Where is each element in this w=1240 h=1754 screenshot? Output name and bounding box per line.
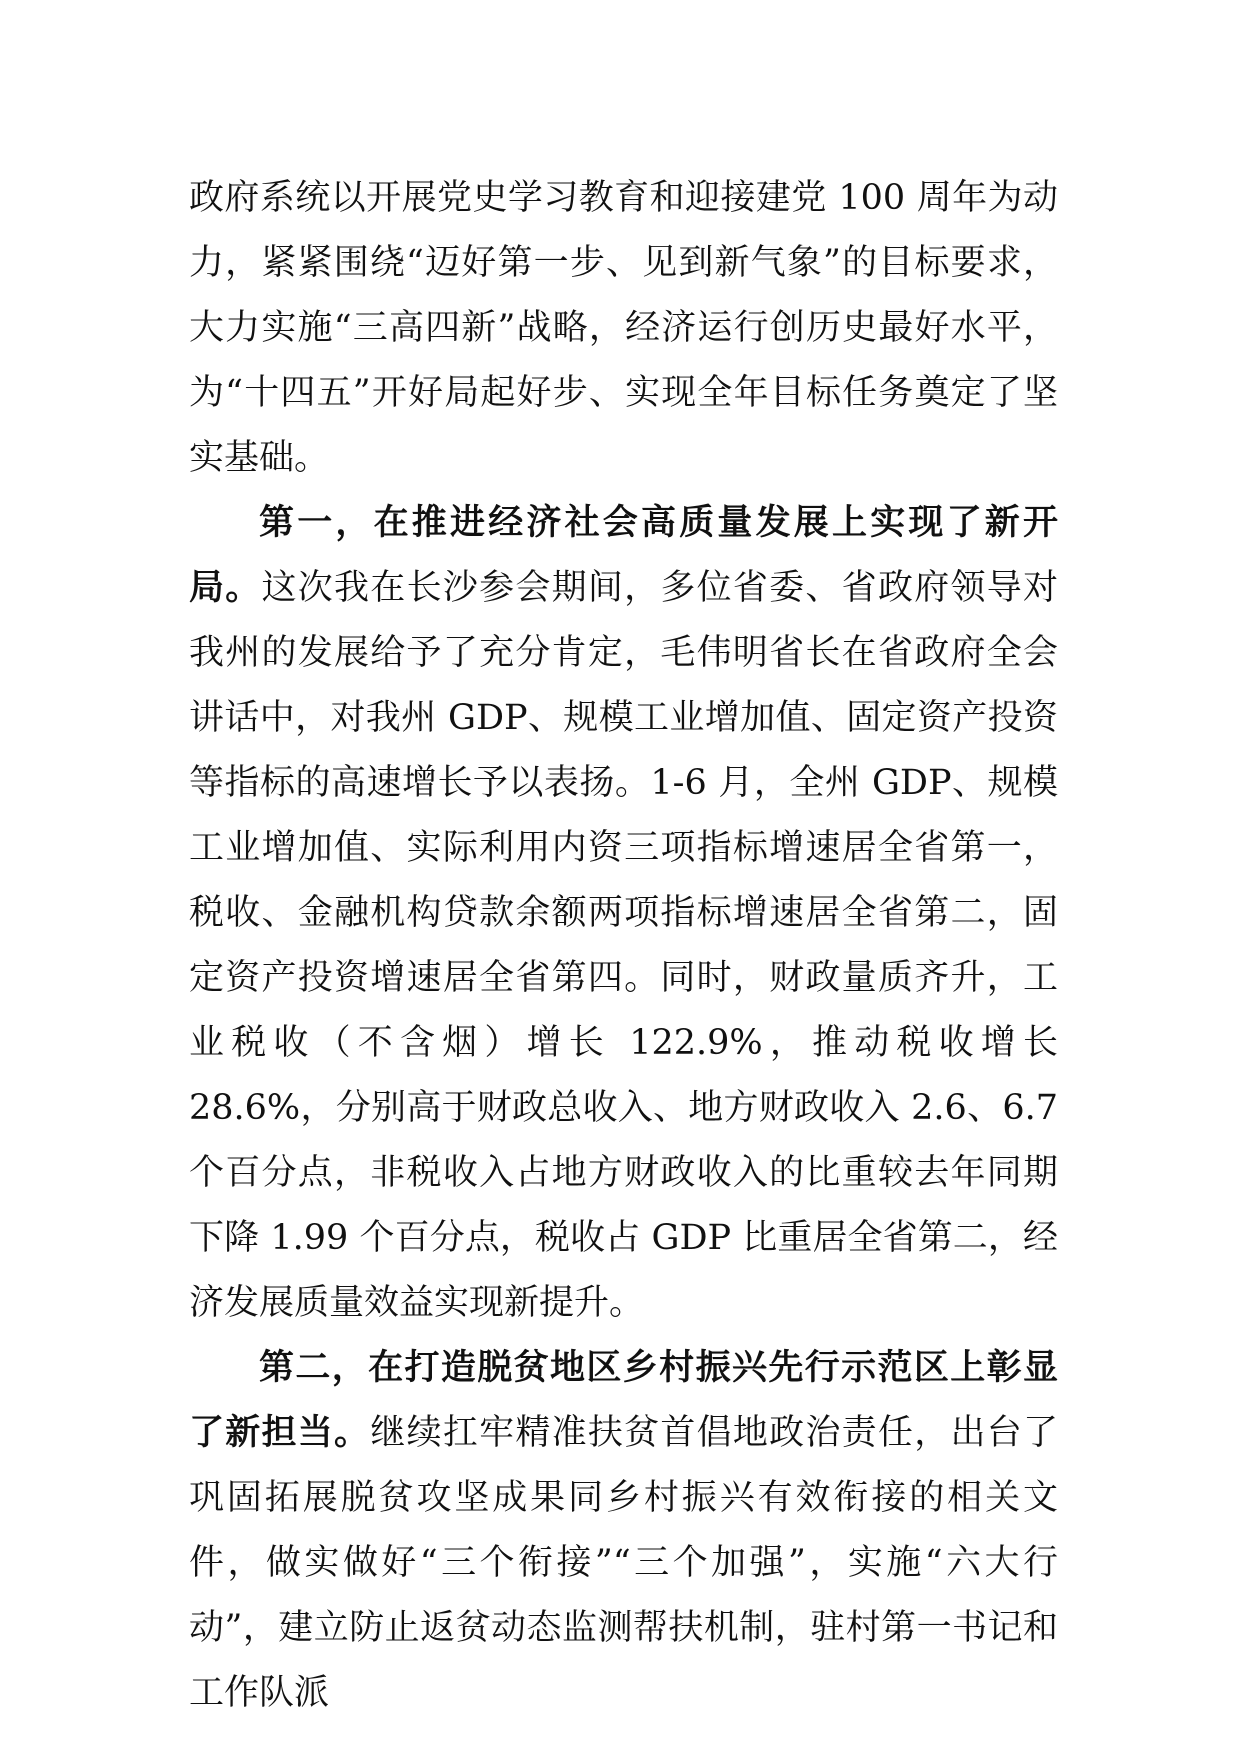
paragraph-second bbox=[189, 1336, 1058, 1726]
paragraph-first-heading: 第一，在推进经济社会高质量发展上实现了新开局。 bbox=[189, 503, 1058, 608]
document-body bbox=[189, 166, 1058, 1726]
paragraph-intro-text: 政府系统以开展党史学习教育和迎接建党 100 周年为动力，紧紧围绕“迈好第一步、见到新气象”的目标要求，大力实施“三高四新”战略，经济运行创历史最好水平，为“十四五”开好局起好步、实现全年目标任务奠定了坚实基础。 bbox=[189, 178, 1058, 478]
paragraph-first bbox=[189, 491, 1058, 1336]
paragraph-second-text: 继续扛牢精准扶贫首倡地政治责任，出台了巩固拓展脱贫攻坚成果同乡村振兴有效衔接的相关文件，做实做好“三个衔接”“三个加强”，实施“六大行动”，建立防止返贫动态监测帮扶机制，驻村第一书记和工作队派 bbox=[189, 1413, 1058, 1713]
paragraph-second-heading: 第二，在打造脱贫地区乡村振兴先行示范区上彰显了新担当。 bbox=[189, 1348, 1058, 1453]
paragraph-intro bbox=[189, 166, 1058, 491]
paragraph-first-text: 这次我在长沙参会期间，多位省委、省政府领导对我州的发展给予了充分肯定，毛伟明省长在省政府全会讲话中，对我州 GDP、规模工业增加值、固定资产投资等指标的高速增长予以表扬。1-6 月，全州 GDP、规模工业增加值、实际利用内资三项指标增速居全省第一，税收、金融机构贷款余额两项指标增速居全省第二，固定资产投资增速居全省第四。同时，财政量质齐升，工业税收（不含烟）增长 122.9%，推动税收增长 28.6%，分别高于财政总收入、地方财政收入 2.6、6.7 个百分点，非税收入占地方财政收入的比重较去年同期下降 1.99 个百分点，税收占 GDP 比重居全省第二，经济发展质量效益实现新提升。 bbox=[189, 568, 1058, 1323]
